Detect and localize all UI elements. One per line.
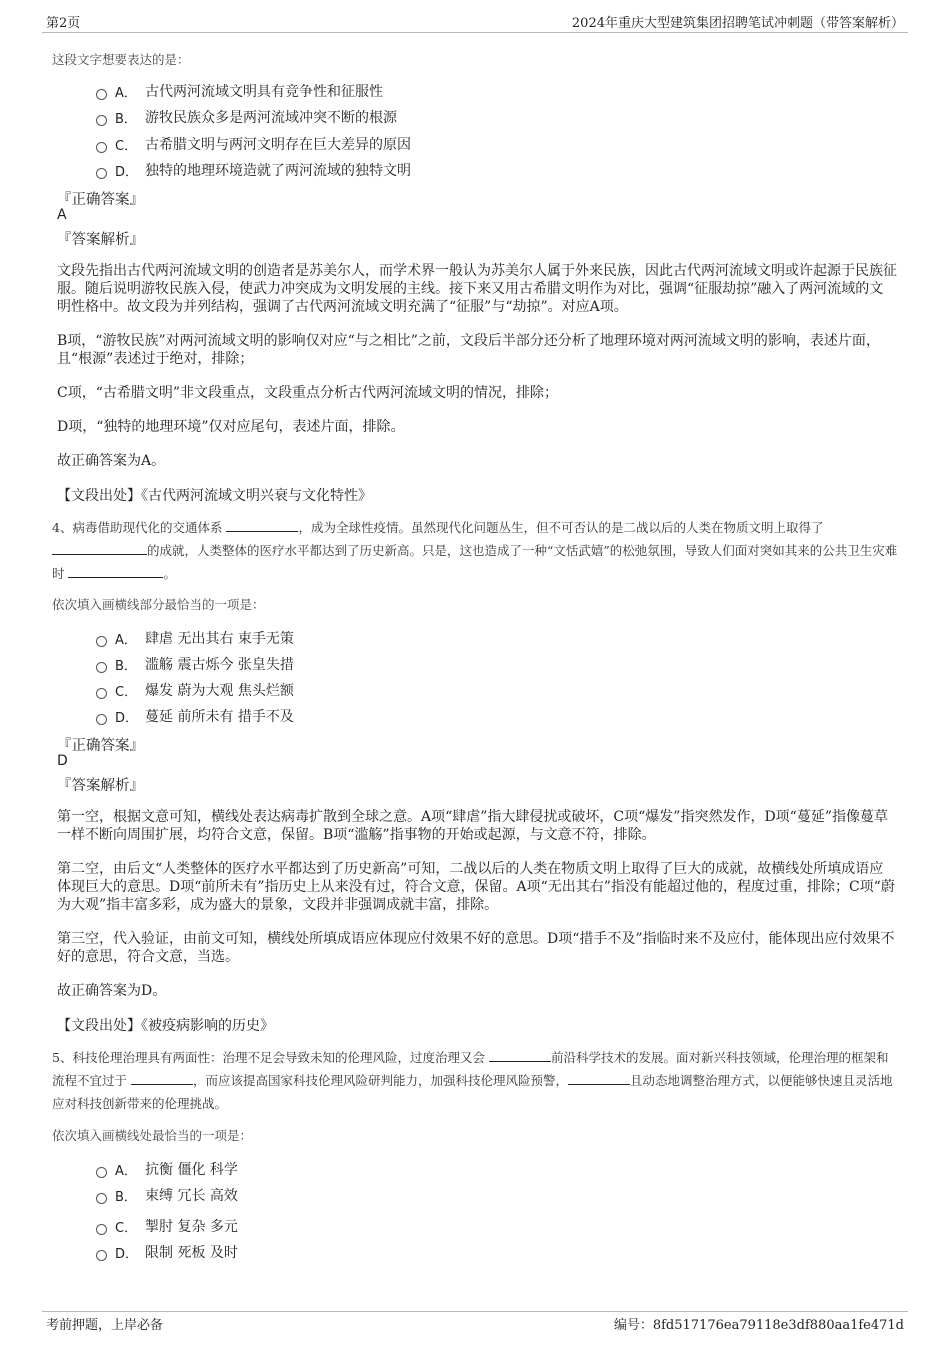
q5-stem: 依次填入画横线处最恰当的一项是： bbox=[52, 1128, 253, 1143]
blank-1[interactable] bbox=[226, 519, 298, 532]
radio-icon[interactable] bbox=[96, 142, 107, 153]
q4-question: 4、病毒借助现代化的交通体系 ，成为全球性疫情。虽然现代化问题丛生，但不可否认的是二战以后的人类在物质文明上取得了的成就，人类整体的医疗水平都达到了历史新高。只是，这也造成了一种“文恬武嬉”的松弛氛围，导致人们面对突如其来的公共卫生灾难时 。 bbox=[52, 520, 898, 581]
q4-answer-label: 『正确答案』 bbox=[57, 738, 144, 754]
q3-option-b[interactable]: B． 游牧民族众多是两河流域冲突不断的根源 bbox=[96, 107, 397, 127]
radio-icon[interactable] bbox=[96, 1224, 107, 1235]
footer-serial: 编号：8fd517176ea79118e3df880aa1fe471d bbox=[613, 1318, 904, 1333]
q4-analysis-p2: 第二空，由后文“人类整体的医疗水平都达到了历史新高”可知，二战以后的人类在物质文明上取得了巨大的成就，故横线处所填成语应体现巨大的意思。D项“前所未有”指历史上从来没有过，符合文意，保留。A项“无出其右”指没有能超过他的，程度过重，排除；C项“蔚为大观”指丰富多彩，成为盛大的景象，文段并非强调成就丰富，排除。 bbox=[57, 861, 895, 913]
blank-3[interactable] bbox=[568, 1072, 630, 1085]
q3-source: 【文段出处】《古代两河流域文明兴衰与文化特性》 bbox=[57, 488, 372, 504]
document-title: 2024年重庆大型建筑集团招聘笔试冲刺题（带答案解析） bbox=[571, 16, 904, 31]
blank-2[interactable] bbox=[131, 1072, 193, 1085]
q4-answer: D bbox=[57, 753, 68, 769]
q5-option-c[interactable]: C． 掣肘 复杂 多元 bbox=[96, 1216, 238, 1236]
q3-answer: A bbox=[57, 207, 67, 223]
footer-divider bbox=[42, 1311, 908, 1312]
q5-option-d[interactable]: D． 限制 死板 及时 bbox=[96, 1242, 238, 1262]
radio-icon[interactable] bbox=[96, 115, 107, 126]
q4-analysis-label: 『答案解析』 bbox=[57, 778, 144, 794]
q3-analysis-label: 『答案解析』 bbox=[57, 232, 144, 248]
radio-icon[interactable] bbox=[96, 714, 107, 725]
page-number: 第2页 bbox=[46, 16, 81, 31]
q4-analysis-p3: 第三空，代入验证，由前文可知，横线处所填成语应体现应付效果不好的意思。D项“措手不及”指临时来不及应付，能体现出应付效果不好的意思，符合文意，当选。 bbox=[57, 931, 895, 965]
radio-icon[interactable] bbox=[96, 1193, 107, 1204]
radio-icon[interactable] bbox=[96, 636, 107, 647]
radio-icon[interactable] bbox=[96, 89, 107, 100]
q4-source: 【文段出处】《被疫病影响的历史》 bbox=[57, 1018, 274, 1034]
q3-answer-label: 『正确答案』 bbox=[57, 192, 144, 208]
q3-analysis-p2: B项，“游牧民族”对两河流域文明的影响仅对应“与之相比”之前，文段后半部分还分析了地理环境对两河流域文明的影响，表述片面，且“根源”表述过于绝对，排除； bbox=[57, 333, 880, 367]
q4-option-a[interactable]: A． 肆虐 无出其右 束手无策 bbox=[96, 628, 294, 648]
q3-analysis-p5: 故正确答案为A。 bbox=[57, 453, 166, 469]
q3-option-c[interactable]: C． 古希腊文明与两河文明存在巨大差异的原因 bbox=[96, 134, 411, 154]
q3-stem: 这段文字想要表达的是： bbox=[52, 52, 190, 67]
radio-icon[interactable] bbox=[96, 662, 107, 673]
q3-analysis-p1: 文段先指出古代两河流域文明的创造者是苏美尔人，而学术界一般认为苏美尔人属于外来民族，因此古代两河流域文明或许起源于民族征服。随后说明游牧民族入侵，使武力冲突成为文明发展的主线。接下来又用古希腊文明作为对比，强调“征服劫掠”融入了两河流域的文明性格中。故文段为并列结构，强调了古代两河流域文明充满了“征服”与“劫掠”。对应A项。 bbox=[57, 263, 897, 315]
q4-analysis-p1: 第一空，根据文意可知，横线处表达病毒扩散到全球之意。A项“肆虐”指大肆侵扰或破坏，C项“爆发”指突然发作，D项“蔓延”指像蔓草一样不断向周围扩展，均符合文意，保留。B项“滥觞”指事物的开始或起源，与文意不符，排除。 bbox=[57, 809, 888, 843]
q5-option-b[interactable]: B． 束缚 冗长 高效 bbox=[96, 1185, 238, 1205]
q4-option-d[interactable]: D． 蔓延 前所未有 措手不及 bbox=[96, 706, 294, 726]
q3-option-a[interactable]: A． 古代两河流域文明具有竞争性和征服性 bbox=[96, 81, 383, 101]
q5-option-a[interactable]: A． 抗衡 僵化 科学 bbox=[96, 1159, 238, 1179]
q4-analysis-p4: 故正确答案为D。 bbox=[57, 983, 167, 999]
blank-3[interactable] bbox=[68, 565, 163, 578]
radio-icon[interactable] bbox=[96, 688, 107, 699]
q3-analysis-p3: C项，“古希腊文明”非文段重点，文段重点分析古代两河流域文明的情况，排除； bbox=[57, 385, 559, 401]
radio-icon[interactable] bbox=[96, 1250, 107, 1261]
q3-analysis-p4: D项，“独特的地理环境”仅对应尾句，表述片面，排除。 bbox=[57, 419, 405, 435]
q5-question: 5、科技伦理治理具有两面性：治理不足会导致未知的伦理风险，过度治理又会 前沿科学技术的发展。面对新兴科技领域，伦理治理的框架和流程不宜过于 ，而应该提高国家科技伦理风险研判能力，加强科技伦理风险预警， 且动态地调整治理方式，以便能够快速且灵活地应对科技创新带来的伦理挑战。 bbox=[52, 1050, 893, 1111]
blank-1[interactable] bbox=[489, 1049, 551, 1062]
header-divider bbox=[42, 32, 908, 33]
q4-option-b[interactable]: B． 滥觞 震古烁今 张皇失措 bbox=[96, 654, 294, 674]
radio-icon[interactable] bbox=[96, 168, 107, 179]
q3-option-d[interactable]: D． 独特的地理环境造就了两河流域的独特文明 bbox=[96, 160, 411, 180]
blank-2[interactable] bbox=[52, 542, 147, 555]
radio-icon[interactable] bbox=[96, 1167, 107, 1178]
footer-slogan: 考前押题，上岸必备 bbox=[46, 1318, 164, 1333]
q4-option-c[interactable]: C． 爆发 蔚为大观 焦头烂额 bbox=[96, 680, 294, 700]
q4-stem: 依次填入画横线部分最恰当的一项是： bbox=[52, 597, 265, 612]
